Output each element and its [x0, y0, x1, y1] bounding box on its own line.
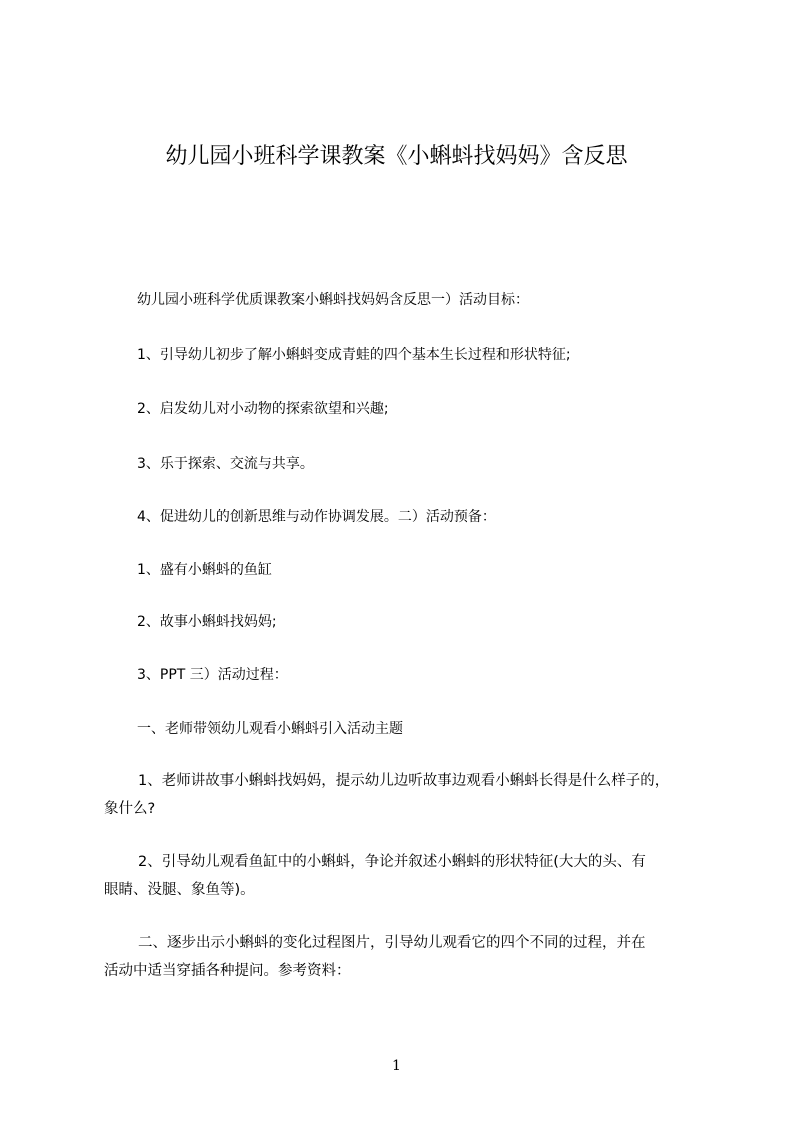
paragraph-line: 二、逐步出示小蝌蚪的变化过程图片，引导幼儿观看它的四个不同的过程，并在	[138, 935, 646, 951]
paragraph-goal-1: 1、引导幼儿初步了解小蝌蚪变成青蛙的四个基本生长过程和形状特征;	[137, 347, 571, 363]
paragraph-line: 2、引导幼儿观看鱼缸中的小蝌蚪，争论并叙述小蝌蚪的形状特征(大大的头、有	[138, 854, 646, 870]
document-title: 幼儿园小班科学课教案《小蝌蚪找妈妈》含反思	[165, 144, 628, 169]
paragraph-step-2	[104, 848, 724, 904]
paragraph-goal-3: 3、乐于探索、交流与共享。	[137, 456, 314, 472]
paragraph-prep-2: 2、故事小蝌蚪找妈妈;	[137, 614, 277, 630]
paragraph-step-1	[104, 767, 724, 823]
paragraph-process-1: 一、老师带领幼儿观看小蝌蚪引入活动主题	[137, 721, 403, 737]
paragraph-prep-1: 1、盛有小蝌蚪的鱼缸	[137, 562, 272, 578]
paragraph-goal-2: 2、启发幼儿对小动物的探索欲望和兴趣;	[137, 401, 389, 417]
paragraph-line: 活动中适当穿插各种提问。参考资料：	[104, 963, 351, 979]
paragraph-line: 1、老师讲故事小蝌蚪找妈妈，提示幼儿边听故事边观看小蝌蚪长得是什么样子的，	[138, 773, 670, 789]
paragraph-line: 眼睛、没腿、象鱼等)。	[104, 882, 255, 898]
paragraph-goal-4: 4、促进幼儿的创新思维与动作协调发展。二）活动预备：	[137, 509, 496, 525]
page-number: 1	[392, 1058, 401, 1074]
paragraph-line: 象什么?	[104, 801, 156, 817]
paragraph-intro: 幼儿园小班科学优质课教案小蝌蚪找妈妈含反思一）活动目标：	[137, 292, 529, 308]
paragraph-process-2	[104, 929, 724, 985]
paragraph-prep-3: 3、PPT 三）活动过程：	[137, 667, 288, 683]
